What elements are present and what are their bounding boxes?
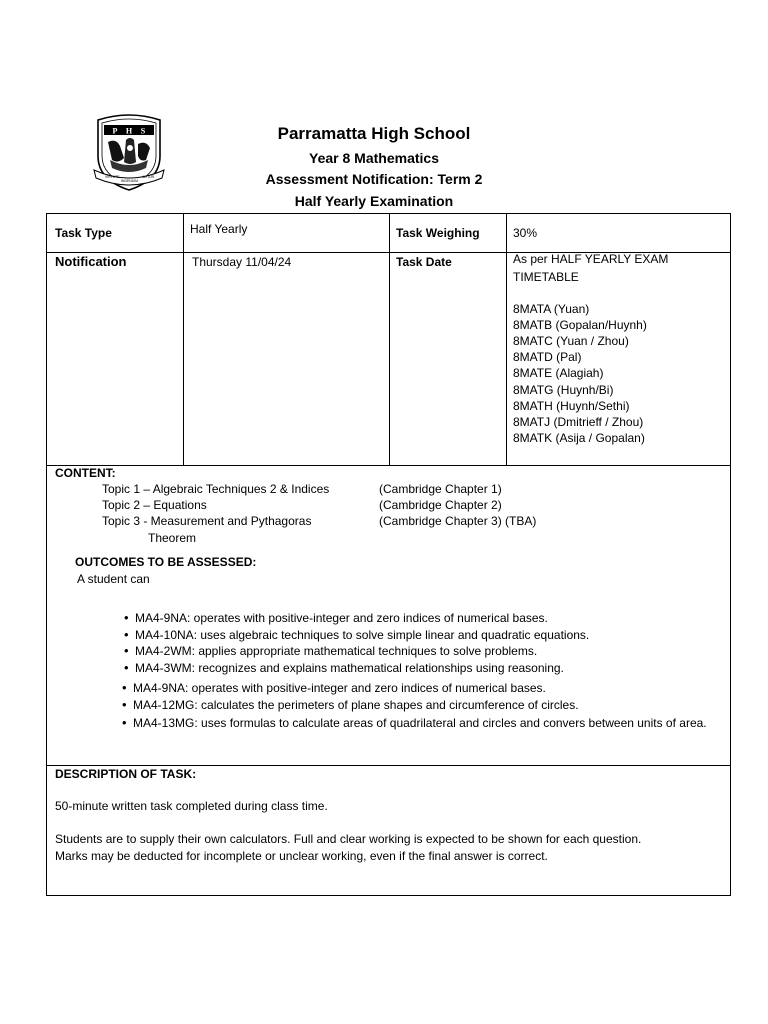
- description-line-3: Marks may be deducted for incomplete or unclear working, even if the final answer is correct.: [55, 849, 548, 863]
- logo-letter-1: P: [112, 126, 118, 136]
- class-item: 8MATG (Huynh/Bi): [513, 383, 614, 397]
- topic-3: Topic 3 - Measurement and Pythagoras: [102, 514, 312, 528]
- class-item: 8MATE (Alagiah): [513, 366, 604, 380]
- class-item: 8MATJ (Dmitrieff / Zhou): [513, 415, 644, 429]
- outcome-item: • MA4-13MG: uses formulas to calculate areas of quadrilateral and circles and convers between units of area.: [122, 715, 722, 731]
- logo-motto-3: ALITUR: [142, 175, 155, 179]
- logo-letter-3: S: [140, 126, 146, 136]
- task-weighing-value: 30%: [513, 226, 538, 240]
- class-item: 8MATB (Gopalan/Huynh): [513, 318, 647, 332]
- school-name: Parramatta High School: [277, 124, 471, 143]
- outcome-item: • MA4-2WM: applies appropriate mathematical techniques to solve problems.: [124, 643, 537, 659]
- logo-letter-2: H: [125, 126, 133, 136]
- class-item: 8MATH (Huynh/Sethi): [513, 399, 630, 413]
- notification-title: Assessment Notification: Term 2: [265, 171, 483, 187]
- description-line-2: Students are to supply their own calculators. Full and clear working is expected to be shown for each question.: [55, 832, 642, 846]
- task-date-label: Task Date: [396, 255, 452, 269]
- outcome-item: • MA4-3WM: recognizes and explains mathematical relationships using reasoning.: [124, 660, 564, 676]
- task-weighing-label: Task Weighing: [396, 226, 480, 240]
- topic-1-chapter: (Cambridge Chapter 1): [379, 482, 502, 496]
- class-item: 8MATD (Pal): [513, 350, 582, 364]
- outcome-item: • MA4-12MG: calculates the perimeters of plane shapes and circumference of circles.: [122, 697, 579, 713]
- topic-2-chapter: (Cambridge Chapter 2): [379, 498, 502, 512]
- notification-value: Thursday 11/04/24: [192, 255, 292, 269]
- topic-3-chapter: (Cambridge Chapter 3) (TBA): [379, 514, 537, 528]
- task-type-label: Task Type: [55, 226, 112, 240]
- topic-2: Topic 2 – Equations: [102, 498, 207, 512]
- outcome-item: • MA4-9NA: operates with positive-integer and zero indices of numerical bases.: [124, 610, 548, 626]
- outcomes-heading: OUTCOMES TO BE ASSESSED:: [75, 555, 257, 569]
- topic-3-cont: Theorem: [148, 531, 197, 545]
- logo-motto-1: VIRTUTE: [105, 175, 120, 179]
- class-item: 8MATK (Asija / Gopalan): [513, 431, 645, 445]
- topic-1: Topic 1 – Algebraic Techniques 2 & Indices: [102, 482, 330, 496]
- class-item: 8MATC (Yuan / Zhou): [513, 334, 629, 348]
- content-heading: CONTENT:: [55, 466, 116, 480]
- outcome-item: • MA4-10NA: uses algebraic techniques to solve simple linear and quadratic equations.: [124, 627, 589, 643]
- description-heading: DESCRIPTION OF TASK:: [55, 767, 197, 781]
- logo-motto-2: INGENIUM: [121, 179, 138, 183]
- exam-title: Half Yearly Examination: [294, 193, 454, 209]
- subject-title: Year 8 Mathematics: [309, 150, 439, 166]
- task-type-value: Half Yearly: [190, 222, 248, 236]
- outcomes-intro: A student can: [77, 572, 150, 586]
- class-item: 8MATA (Yuan): [513, 302, 590, 316]
- notification-label: Notification: [55, 254, 127, 269]
- description-line-1: 50-minute written task completed during class time.: [55, 799, 328, 813]
- task-date-value: As per HALF YEARLY EXAM: [513, 252, 669, 266]
- outcome-item: • MA4-9NA: operates with positive-integer and zero indices of numerical bases.: [122, 680, 546, 696]
- task-date-value-cont: TIMETABLE: [513, 270, 579, 284]
